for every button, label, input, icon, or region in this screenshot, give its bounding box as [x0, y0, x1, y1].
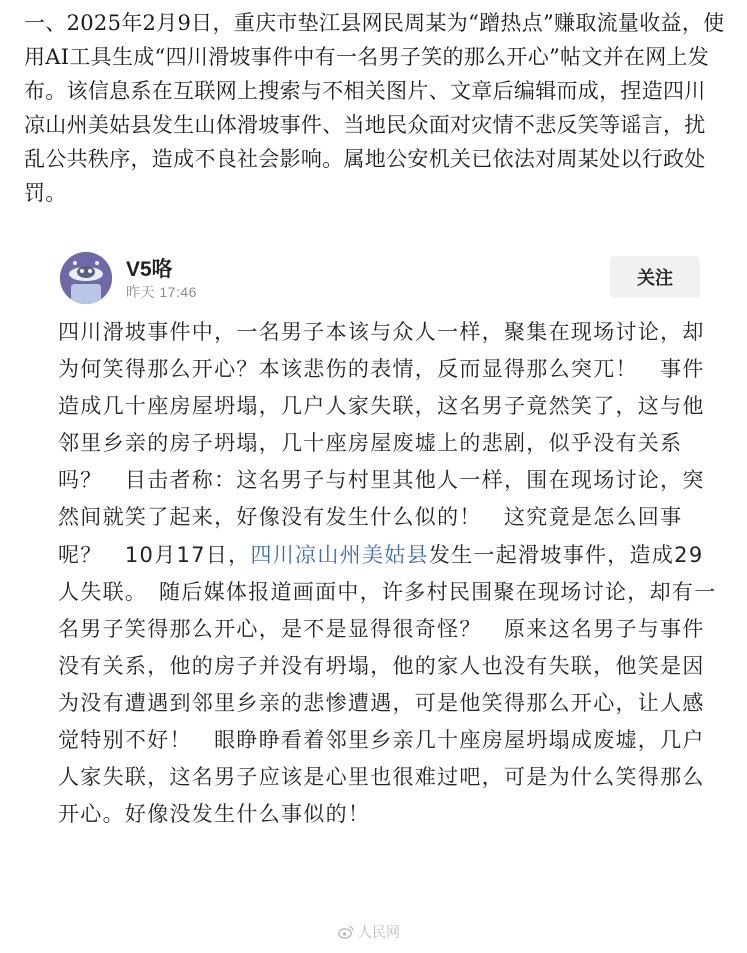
- watermark: [338, 922, 400, 942]
- avatar[interactable]: [60, 252, 112, 304]
- post-body-text-2: 发生一起滑坡事件，造成29人失联。 随后媒体报道画面中，许多村民围聚在现场讨论，却有一名男子笑得那么开心，是不是显得很奇怪？ 原来这名男子与事件没有关系，他的房子并没有坍塌，他的家人也没有失联，他笑是因为没有遭遇到邻里乡亲的悲惨遭遇，可是他笑得那么开心，让人感觉特别不好！ 眼睁睁看着邻里乡亲几十座房屋坍塌成废墟，几户人家失联，这名男子应该是心里也很难过吧，可是为什么笑得那么开心。好像没发生什么事似的！: [58, 542, 717, 827]
- watermark-text: 人民网: [358, 925, 400, 941]
- location-link[interactable]: 四川凉山州美姑县: [250, 542, 429, 567]
- weibo-post-card: [48, 242, 728, 948]
- avatar-cartoon-icon: [60, 252, 112, 304]
- post-body: [58, 314, 718, 833]
- post-timestamp: 昨天 17:46: [126, 284, 197, 300]
- follow-button[interactable]: 关注: [610, 256, 700, 298]
- post-username[interactable]: V5咯: [126, 258, 173, 281]
- weibo-logo-icon: [338, 925, 354, 939]
- post-body-text-1: 四川滑坡事件中，一名男子本该与众人一样，聚集在现场讨论，却为何笑得那么开心？本该悲伤的表情，反而显得那么突兀！ 事件造成几十座房屋坍塌，几户人家失联，这名男子竟然笑了，这与他邻里乡亲的房子坍塌，几十座房屋废墟上的悲剧，似乎没有关系吗？ 目击者称：这名男子与村里其他人一样，围在现场讨论，突然间就笑了起来，好像没有发生什么似的！ 这究竟是怎么回事呢？ 10月17日，: [58, 320, 705, 567]
- article-intro: 一、2025年2月9日，重庆市垫江县网民周某为“蹭热点”赚取流量收益，使用AI工具生成“四川滑坡事件中有一名男子笑的那么开心”帖文并在网上发布。该信息系在互联网上搜索与不相关图片、文章后编辑而成，捏造四川凉山州美姑县发生山体滑坡事件、当地民众面对灾情不悲反笑等谣言，扰乱公共秩序，造成不良社会影响。属地公安机关已依法对周某处以行政处罚。: [24, 11, 725, 205]
